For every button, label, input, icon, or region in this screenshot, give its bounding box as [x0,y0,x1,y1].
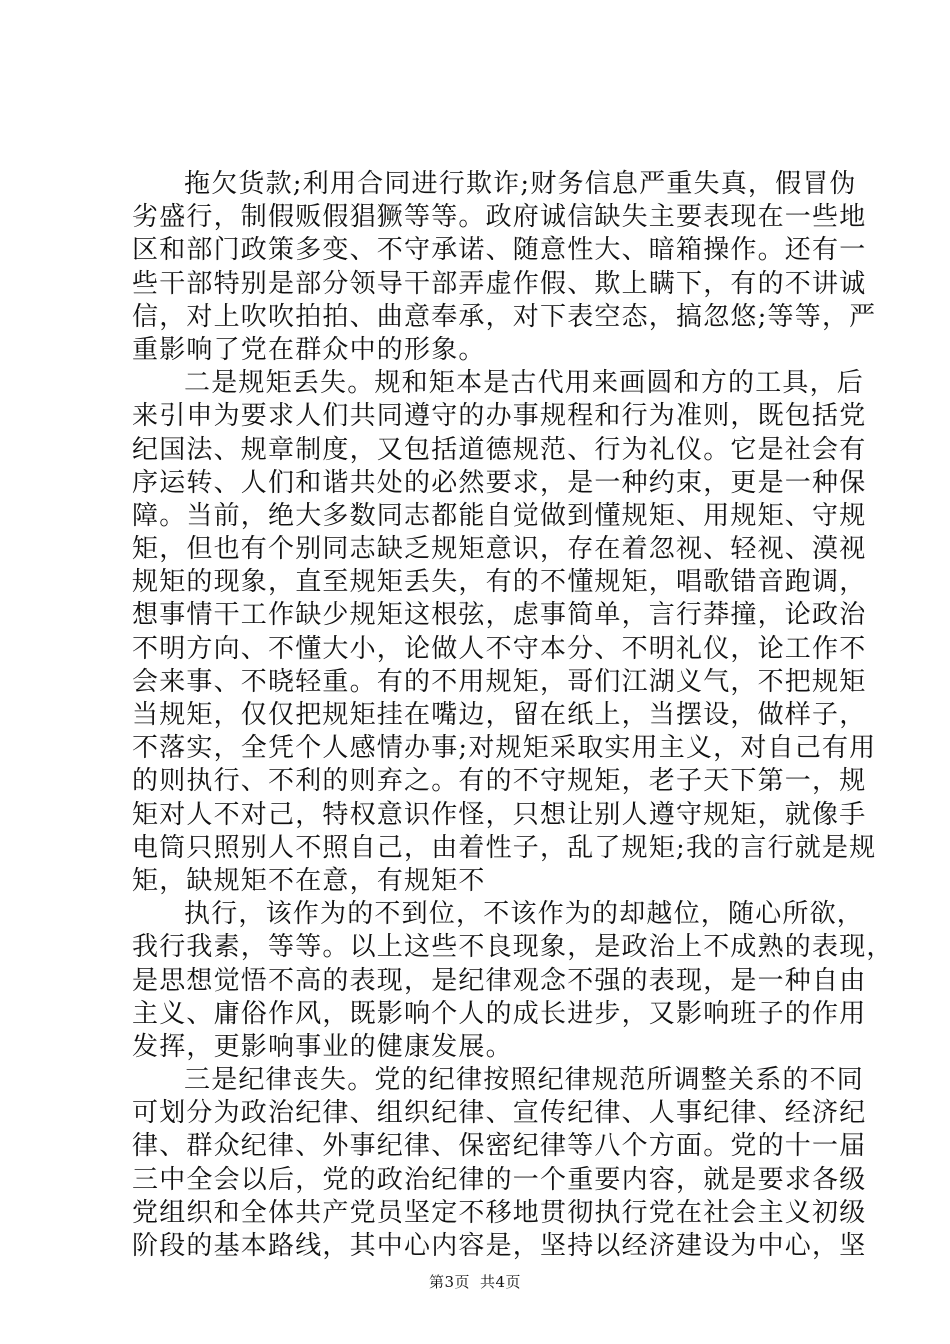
text-line: 劣盛行，制假贩假猖獗等等。政府诚信缺失主要表现在一些地 [132,202,867,233]
text-line: 不明方向、不懂大小，论做人不守本分、不明礼仪，论工作不 [132,633,867,664]
text-line: 执行，该作为的不到位，不该作为的却越位，随心所欲， [184,899,865,930]
text-line: 可划分为政治纪律、组织纪律、宣传纪律、人事纪律、经济纪 [132,1098,867,1129]
text-line: 障。当前，绝大多数同志都能自觉做到懂规矩、用规矩、守规 [132,500,867,531]
text-line: 律、群众纪律、外事纪律、保密纪律等八个方面。党的十一届 [132,1131,867,1162]
text-line: 电筒只照别人不照自己，由着性子，乱了规矩;我的言行就是规 [132,832,877,863]
text-line: 发挥，更影响事业的健康发展。 [132,1031,513,1062]
text-line: 的则执行、不利的则弃之。有的不守规矩，老子天下第一，规 [132,766,867,797]
text-line: 我行我素，等等。以上这些不良现象，是政治上不成熟的表现， [132,932,894,963]
text-line: 是思想觉悟不高的表现，是纪律观念不强的表现，是一种自由 [132,965,867,996]
text-line: 矩对人不对己，特权意识作怪，只想让别人遵守规矩，就像手 [132,799,867,830]
text-line: 想事情干工作缺少规矩这根弦，虑事简单，言行莽撞，论政治 [132,600,867,631]
text-line: 重影响了党在群众中的形象。 [132,334,486,365]
text-line: 三中全会以后，党的政治纪律的一个重要内容，就是要求各级 [132,1164,867,1195]
text-line: 阶段的基本路线，其中心内容是，坚持以经济建设为中心，坚 [132,1231,867,1261]
text-line: 主义、庸俗作风，既影响个人的成长进步，又影响班子的作用 [132,998,867,1029]
text-line: 三是纪律丧失。党的纪律按照纪律规范所调整关系的不同 [184,1065,865,1096]
text-line: 区和部门政策多变、不守承诺、随意性大、暗箱操作。还有一 [132,235,867,266]
text-line: 规矩的现象，直至规矩丢失，有的不懂规矩，唱歌错音跑调， [132,567,867,598]
text-line: 矩，但也有个别同志缺乏规矩意识，存在着忽视、轻视、漠视 [132,534,867,565]
text-line: 当规矩，仅仅把规矩挂在嘴边，留在纸上，当摆设，做样子， [132,700,867,730]
text-line: 党组织和全体共产党员坚定不移地贯彻执行党在社会主义初级 [132,1197,867,1228]
text-line: 纪国法、规章制度，又包括道德规范、行为礼仪。它是社会有 [132,434,867,465]
text-line: 些干部特别是部分领导干部弄虚作假、欺上瞒下，有的不讲诚 [132,268,867,299]
document-body [132,168,894,1263]
text-line: 二是规矩丢失。规和矩本是古代用来画圆和方的工具，后 [184,368,865,399]
text-line: 不落实，全凭个人感情办事;对规矩采取实用主义，对自己有用 [132,733,877,764]
page-footer [0,1272,950,1292]
text-line: 来引申为要求人们共同遵守的办事规程和行为准则，既包括党 [132,401,867,432]
page-number: 第3页 [428,1273,470,1291]
page-total: 共4页 [480,1273,522,1291]
text-line: 矩，缺规矩不在意，有规矩不 [132,865,486,896]
text-line: 会来事、不晓轻重。有的不用规矩，哥们江湖义气，不把规矩 [132,666,867,697]
text-line: 序运转、人们和谐共处的必然要求，是一种约束，更是一种保 [132,467,867,498]
text-line: 信，对上吹吹拍拍、曲意奉承，对下表空态，搞忽悠;等等，严 [132,301,877,332]
text-line: 拖欠货款;利用合同进行欺诈;财务信息严重失真，假冒伪 [184,169,857,199]
